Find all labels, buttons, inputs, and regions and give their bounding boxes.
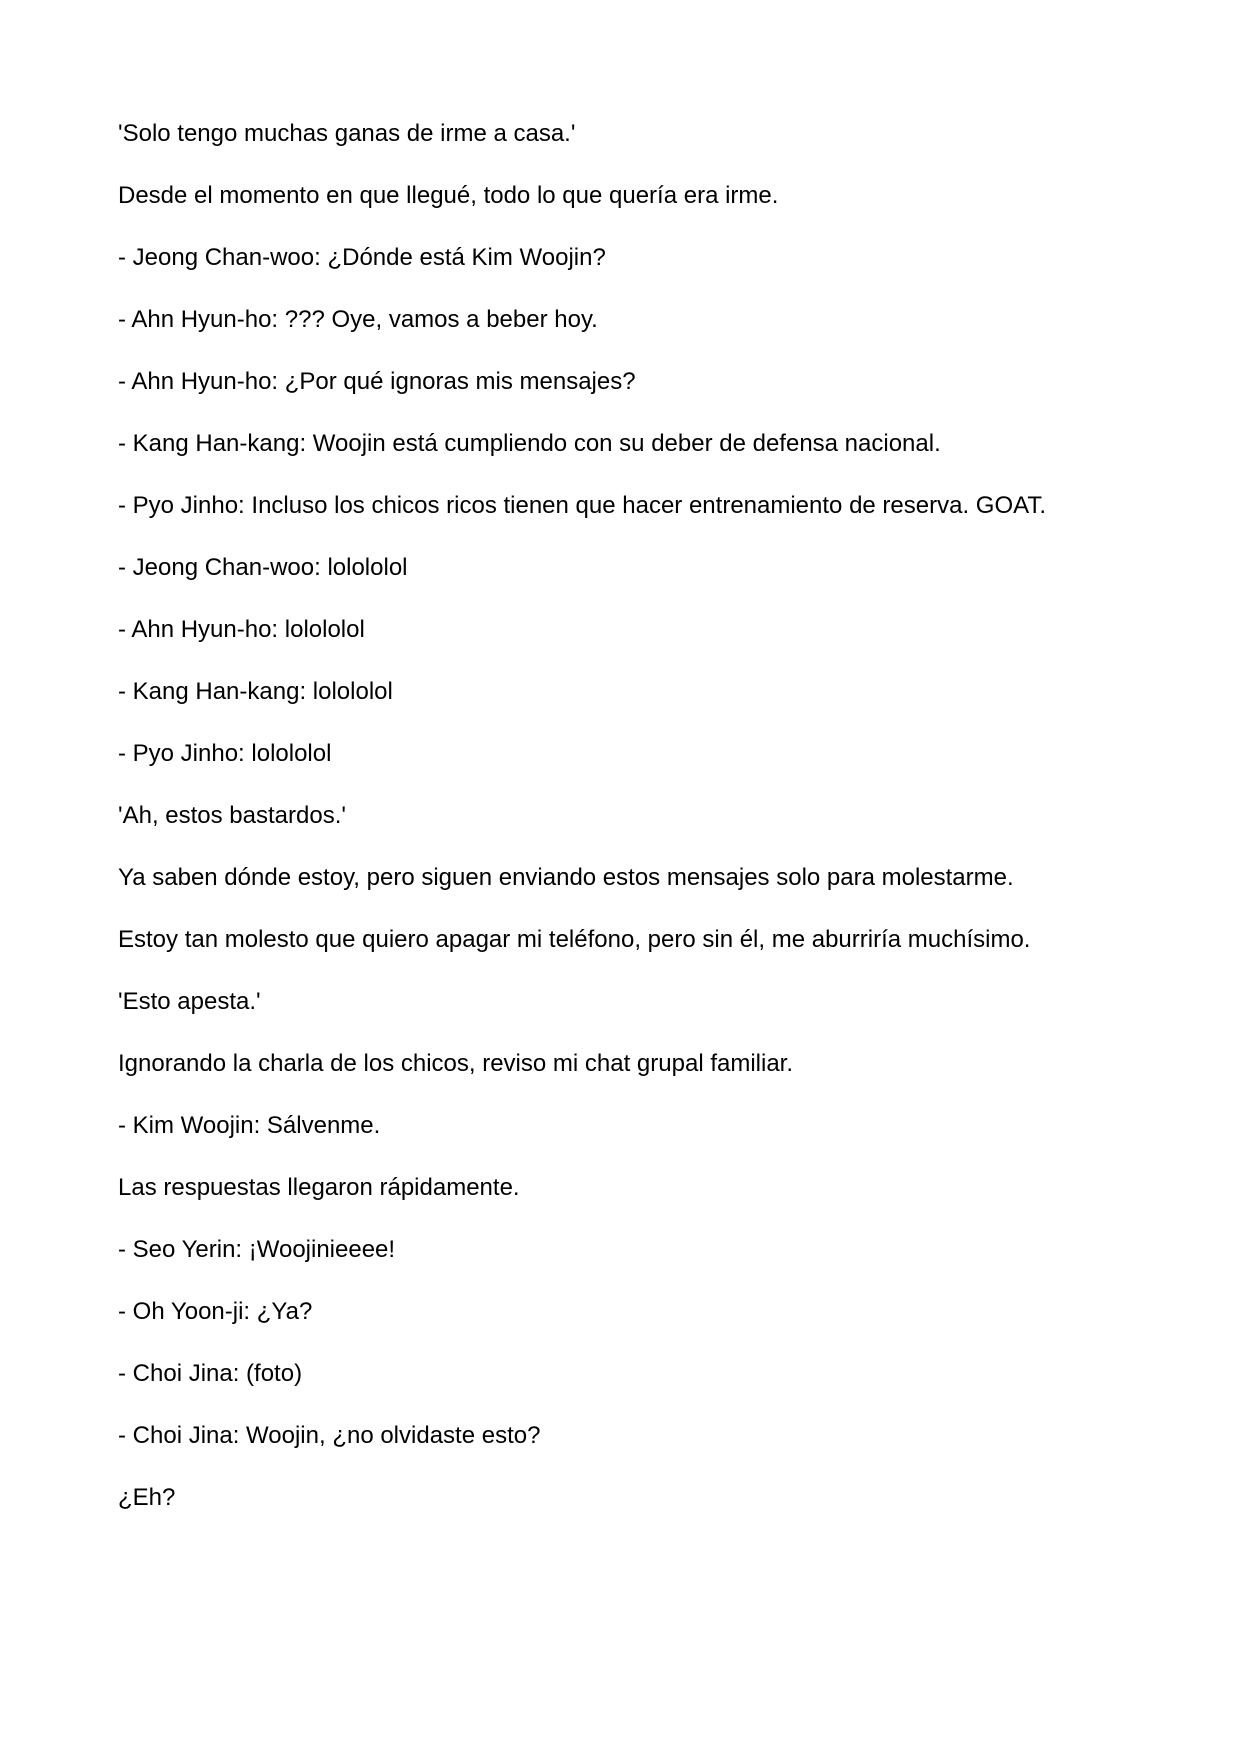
chat-line-1: - Jeong Chan-woo: ¿Dónde está Kim Woojin? (118, 244, 606, 271)
paragraph-6: 'Esto apesta.' (118, 988, 261, 1015)
chat-line-8: - Kang Han-kang: lolololol (118, 678, 393, 705)
paragraph-1: 'Solo tengo muchas ganas de irme a casa.' (118, 120, 576, 147)
chat-line-12: - Oh Yoon-ji: ¿Ya? (118, 1298, 313, 1325)
chat-line-13: - Choi Jina: (foto) (118, 1360, 303, 1387)
chat-line-6: - Jeong Chan-woo: lolololol (118, 554, 408, 581)
paragraph-7: Ignorando la charla de los chicos, reviso mi chat grupal familiar. (118, 1050, 793, 1077)
chat-line-5: - Pyo Jinho: Incluso los chicos ricos tienen que hacer entrenamiento de reserva. GOAT. (118, 492, 1047, 519)
paragraph-4: Ya saben dónde estoy, pero siguen enviando estos mensajes solo para molestarme. (118, 864, 1014, 891)
paragraph-2: Desde el momento en que llegué, todo lo que quería era irme. (118, 182, 779, 209)
paragraph-8: Las respuestas llegaron rápidamente. (118, 1174, 520, 1201)
document-body (118, 118, 1128, 1544)
paragraph-5: Estoy tan molesto que quiero apagar mi teléfono, pero sin él, me aburriría muchísimo. (118, 926, 1031, 953)
chat-line-3: - Ahn Hyun-ho: ¿Por qué ignoras mis mensajes? (118, 368, 636, 395)
chat-line-7: - Ahn Hyun-ho: lolololol (118, 616, 365, 643)
chat-line-11: - Seo Yerin: ¡Woojinieeee! (118, 1236, 396, 1263)
chat-line-14: - Choi Jina: Woojin, ¿no olvidaste esto? (118, 1422, 541, 1449)
chat-line-9: - Pyo Jinho: lolololol (118, 740, 332, 767)
chat-line-4: - Kang Han-kang: Woojin está cumpliendo con su deber de defensa nacional. (118, 430, 941, 457)
chat-line-2: - Ahn Hyun-ho: ??? Oye, vamos a beber hoy. (118, 306, 598, 333)
paragraph-9: ¿Eh? (118, 1484, 176, 1511)
chat-line-10: - Kim Woojin: Sálvenme. (118, 1112, 381, 1139)
paragraph-3: 'Ah, estos bastardos.' (118, 802, 346, 829)
